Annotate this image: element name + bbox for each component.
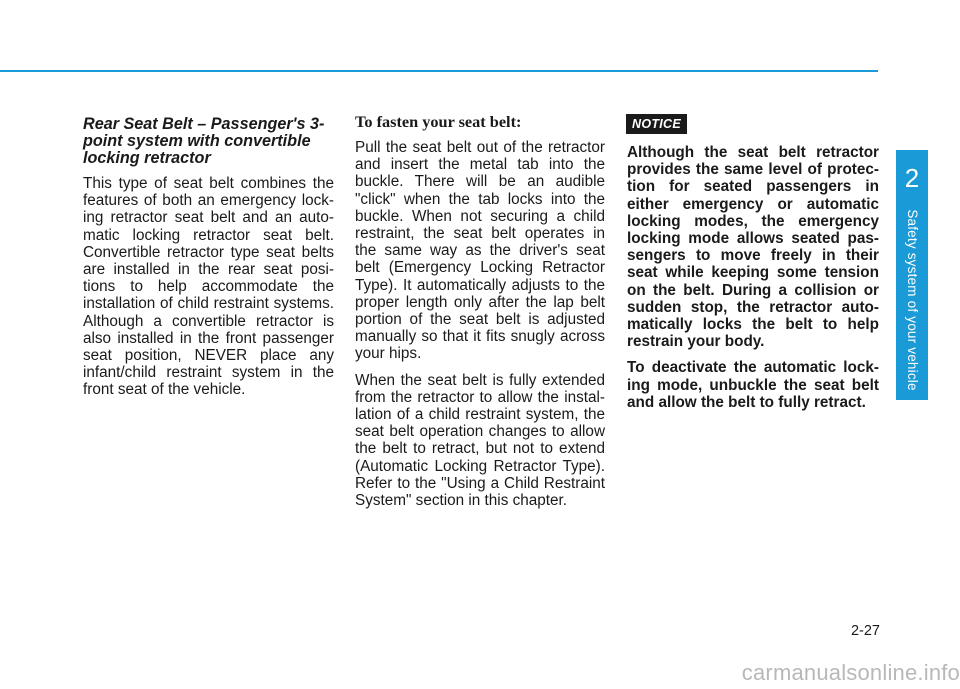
page-number: 2-27 bbox=[850, 623, 880, 639]
column-fasten-seat-belt bbox=[355, 112, 605, 518]
header-rule bbox=[0, 70, 878, 72]
column-rear-seat-belt bbox=[83, 116, 334, 408]
notice-badge: NOTICE bbox=[626, 114, 687, 134]
section-heading: Rear Seat Belt – Passenger's 3-point system with convertible locking retractor bbox=[83, 115, 325, 167]
chapter-number: 2 bbox=[904, 163, 920, 193]
column-notice bbox=[627, 114, 879, 420]
body-paragraph: This type of seat belt combines the features of both an emergency lock-ing retractor seat belt and an auto-matic locking retractor seat belt. Convertible retractor type seat belts are installed in the rear seat posi-tions to help accommodate the installation of child restraint systems. Although a convertible retractor is also installed in the front passenger seat position, NEVER place any infant/child restraint system in the front seat of the vehicle. bbox=[83, 175, 334, 399]
watermark: carmanualsonline.info bbox=[741, 660, 960, 685]
body-paragraph: When the seat belt is fully extended from the retractor to allow the instal-lation of a child restraint system, the seat belt operation changes to allow the belt to retract, but not to extend (Automatic Locking Retractor Type). Refer to the "Using a Child Restraint System" section in this chapter. bbox=[355, 371, 605, 510]
sub-heading: To fasten your seat belt: bbox=[355, 112, 522, 131]
chapter-title: Safety system of your vehicle bbox=[905, 209, 920, 391]
body-paragraph: Pull the seat belt out of the retractor and insert the metal tab into the buckle. There will be an audible "click" when the tab locks into the buckle. When not securing a child restraint, the seat belt operates in the same way as the driver's seat belt (Emergency Locking Retractor Type). It automatically adjusts to the proper length only after the lap belt portion of the seat belt is adjusted manually so that it fits snugly across your hips. bbox=[355, 139, 605, 363]
notice-paragraph: To deactivate the automatic lock-ing mode, unbuckle the seat belt and allow the belt to fully retract. bbox=[627, 359, 879, 411]
notice-paragraph: Although the seat belt retractor provides the same level of protec-tion for seated passengers in either emergency or automatic locking modes, the emergency locking mode allows seated pas-sengers to move freely in their seat while keeping some tension on the belt. During a collision or sudden stop, the retractor auto-matically locks the belt to help restrain your body. bbox=[627, 144, 879, 351]
